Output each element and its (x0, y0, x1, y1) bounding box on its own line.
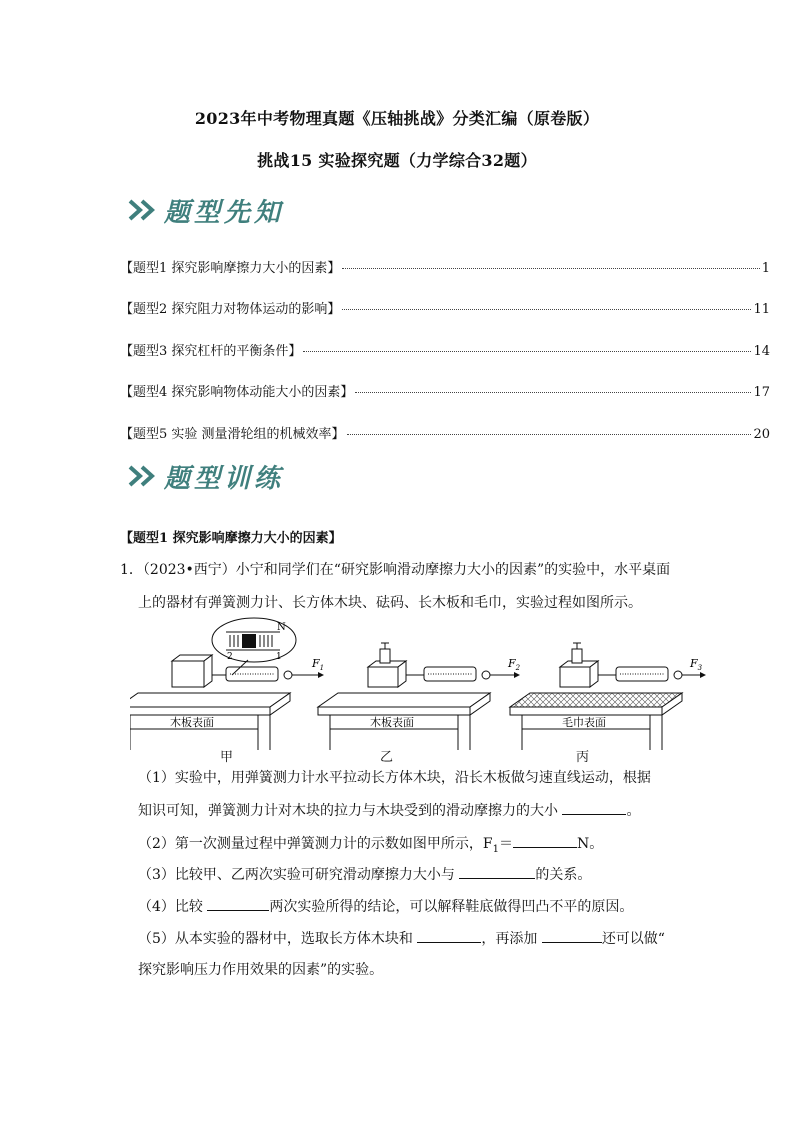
subq-5-line2: 探究影响压力作用效果的因素”的实验。 (138, 962, 384, 978)
toc-label: 【题型1 探究影响摩擦力大小的因素】 (120, 261, 341, 276)
panel-yi (318, 643, 520, 750)
subq-2: （2）第一次测量过程中弹簧测力计的示数如图甲所示，$F_1= N$。 (138, 833, 603, 860)
section-title-overview: 题型先知 (164, 197, 285, 228)
double-chevron-icon (128, 198, 158, 222)
question-type-heading: 【题型1 探究影响摩擦力大小的因素】 (120, 531, 342, 546)
subq-3: （3）比较甲、乙两次实验可研究滑动摩擦力大小与 的关系。 (138, 864, 591, 885)
toc-page: 11 (753, 302, 770, 317)
answer-blank-4[interactable] (207, 896, 269, 911)
toc-label: 【题型5 实验 测量滑轮组的机械效率】 (120, 427, 345, 442)
surface-label-1: 木板表面 (170, 716, 214, 729)
toc-page: 1 (761, 261, 770, 276)
gauge-tick-1: 1 (276, 652, 282, 662)
toc-label: 【题型3 探究杠杆的平衡条件】 (120, 344, 302, 359)
toc-leader (342, 268, 759, 269)
figure-label-jia: 甲 (220, 750, 234, 765)
question-intro-line2: 上的器材有弹簧测力计、长方体木块、砝码、长木板和毛巾，实验过程如图所示。 (138, 595, 642, 611)
answer-blank-3[interactable] (459, 864, 535, 879)
force-label-f1: $F_1$ (312, 657, 325, 672)
toc-item-2[interactable] (120, 298, 770, 317)
figure-label-yi: 乙 (380, 750, 394, 765)
subq-1-line1: （1）实验中，用弹簧测力计水平拉动长方体木块，沿长木板做匀速直线运动，根据 (138, 770, 651, 786)
answer-blank-2[interactable] (513, 833, 577, 848)
surface-label-2: 木板表面 (370, 716, 414, 729)
toc-page: 20 (753, 427, 770, 442)
section-banner-overview (128, 194, 284, 226)
toc-item-1[interactable] (120, 257, 770, 276)
double-chevron-icon (128, 464, 158, 488)
toc-leader (355, 392, 751, 393)
toc-label: 【题型4 探究影响物体动能大小的因素】 (120, 385, 354, 400)
panel-bing (510, 643, 706, 750)
answer-blank-6[interactable] (542, 928, 602, 943)
gauge-unit-label: N (277, 622, 286, 633)
section-banner-training (128, 460, 284, 492)
experiment-figure (130, 615, 710, 770)
subq-1-line2: 知识可知，弹簧测力计对木块的拉力与木块受到的滑动摩擦力的大小 。 (138, 800, 640, 821)
toc-leader (347, 434, 752, 435)
answer-blank-1[interactable] (562, 800, 626, 815)
panel-jia (130, 618, 324, 750)
toc-page: 17 (753, 385, 770, 400)
toc-leader (342, 309, 751, 310)
question-intro-line1: 1．（2023•西宁）小宁和同学们在“研究影响滑动摩擦力大小的因素”的实验中，水平桌面 (120, 562, 671, 578)
force-label-f2: $F_2$ (508, 657, 521, 672)
toc-label: 【题型2 探究阻力对物体运动的影响】 (120, 302, 341, 317)
surface-label-3: 毛巾表面 (562, 716, 606, 729)
toc-item-4[interactable] (120, 381, 770, 400)
toc-item-3[interactable] (120, 340, 770, 359)
answer-blank-5[interactable] (417, 928, 481, 943)
gauge-tick-2: 2 (227, 652, 233, 662)
subq-5-line1: （5）从本实验的器材中，选取长方体木块和 ，再添加 还可以做“ (138, 928, 665, 949)
document-subtitle: 挑战15 实验探究题（力学综合32题） (257, 151, 537, 170)
document-title: 2023年中考物理真题《压轴挑战》分类汇编（原卷版） (194, 109, 600, 128)
force-label-f3: $F_3$ (690, 657, 703, 672)
figure-label-bing: 丙 (576, 750, 590, 765)
toc-leader (303, 351, 751, 352)
toc-page: 14 (753, 344, 770, 359)
subq-4: （4）比较 两次实验所得的结论，可以解释鞋底做得凹凸不平的原因。 (138, 896, 633, 917)
toc-item-5[interactable] (120, 423, 770, 442)
section-title-training: 题型训练 (164, 463, 285, 494)
